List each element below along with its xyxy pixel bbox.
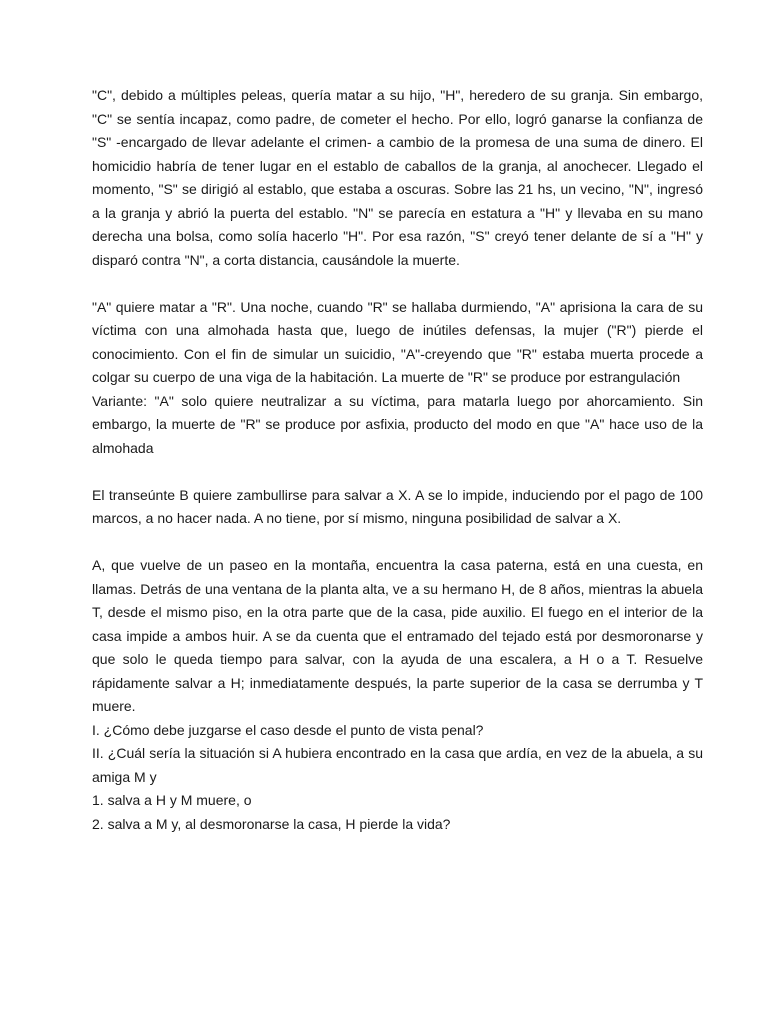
case-paragraph-1: "C", debido a múltiples peleas, quería matar a su hijo, "H", heredero de su granja. Sin embargo, "C" se sentía incapaz, como padre, de cometer el hecho. Por ello, logró ganarse la confianza de "S" -encargado de llevar adelante el crimen- a cambio de la promesa de una suma de dinero. El homicidio habría de tener lugar en el establo de caballos de la granja, al anochecer. Llegado el momento, "S" se dirigió al establo, que estaba a oscuras. Sobre las 21 hs, un vecino, "N", ingresó a la granja y abrió la puerta del establo. "N" se parecía en estatura a "H" y llevaba en su mano derecha una bolsa, como solía hacerlo "H". Por esa razón, "S" creyó tener delante de sí a "H" y disparó contra "N", a corta distancia, causándole la muerte. xyxy=(92,87,703,268)
paragraph-gap xyxy=(92,460,703,484)
question-1: I. ¿Cómo debe juzgarse el caso desde el punto de vista penal? xyxy=(92,721,484,738)
case-paragraph-4: A, que vuelve de un paseo en la montaña, encuentra la casa paterna, está en una cuesta, en llamas. Detrás de una ventana de la planta alta, ve a su hermano H, de 8 años, mientras la abuela T, desde el mismo piso, en la otra parte que de la casa, pide auxilio. El fuego en el interior de la casa impide a ambos huir. A se da cuenta que el entramado del tejado está por desmoronarse y que solo le queda tiempo para salvar, con la ayuda de una escalera, a H o a T. Resuelve rápidamente salvar a H; inmediatamente después, la parte superior de la casa se derrumba y T muere. xyxy=(92,557,703,714)
question-2: II. ¿Cuál sería la situación si A hubiera encontrado en la casa que ardía, en vez de la abuela, a su amiga M y xyxy=(92,745,703,785)
case-paragraph-2: "A" quiere matar a "R". Una noche, cuando "R" se hallaba durmiendo, "A" aprisiona la cara de su víctima con una almohada hasta que, luego de inútiles defensas, la mujer ("R") pierde el conocimiento. Con el fin de simular un suicidio, "A"-creyendo que "R" estaba muerta procede a colgar su cuerpo de una viga de la habitación. La muerte de "R" se produce por estrangulación xyxy=(92,298,703,385)
document-page xyxy=(92,84,703,836)
paragraph-gap xyxy=(92,272,703,296)
case-paragraph-3: El transeúnte B quiere zambullirse para salvar a X. A se lo impide, induciendo por el pago de 100 marcos, a no hacer nada. A no tiene, por sí mismo, ninguna posibilidad de salvar a X. xyxy=(92,486,703,526)
question-2-option-2: 2. salva a M y, al desmoronarse la casa, H pierde la vida? xyxy=(92,815,451,832)
case-paragraph-2-variant: Variante: "A" solo quiere neutralizar a su víctima, para matarla luego por ahorcamiento. Sin embargo, la muerte de "R" se produce por asfixia, producto del modo en que "A" hace uso de la almohada xyxy=(92,392,703,456)
question-2-option-1: 1. salva a H y M muere, o xyxy=(92,792,252,808)
paragraph-gap xyxy=(92,531,703,555)
